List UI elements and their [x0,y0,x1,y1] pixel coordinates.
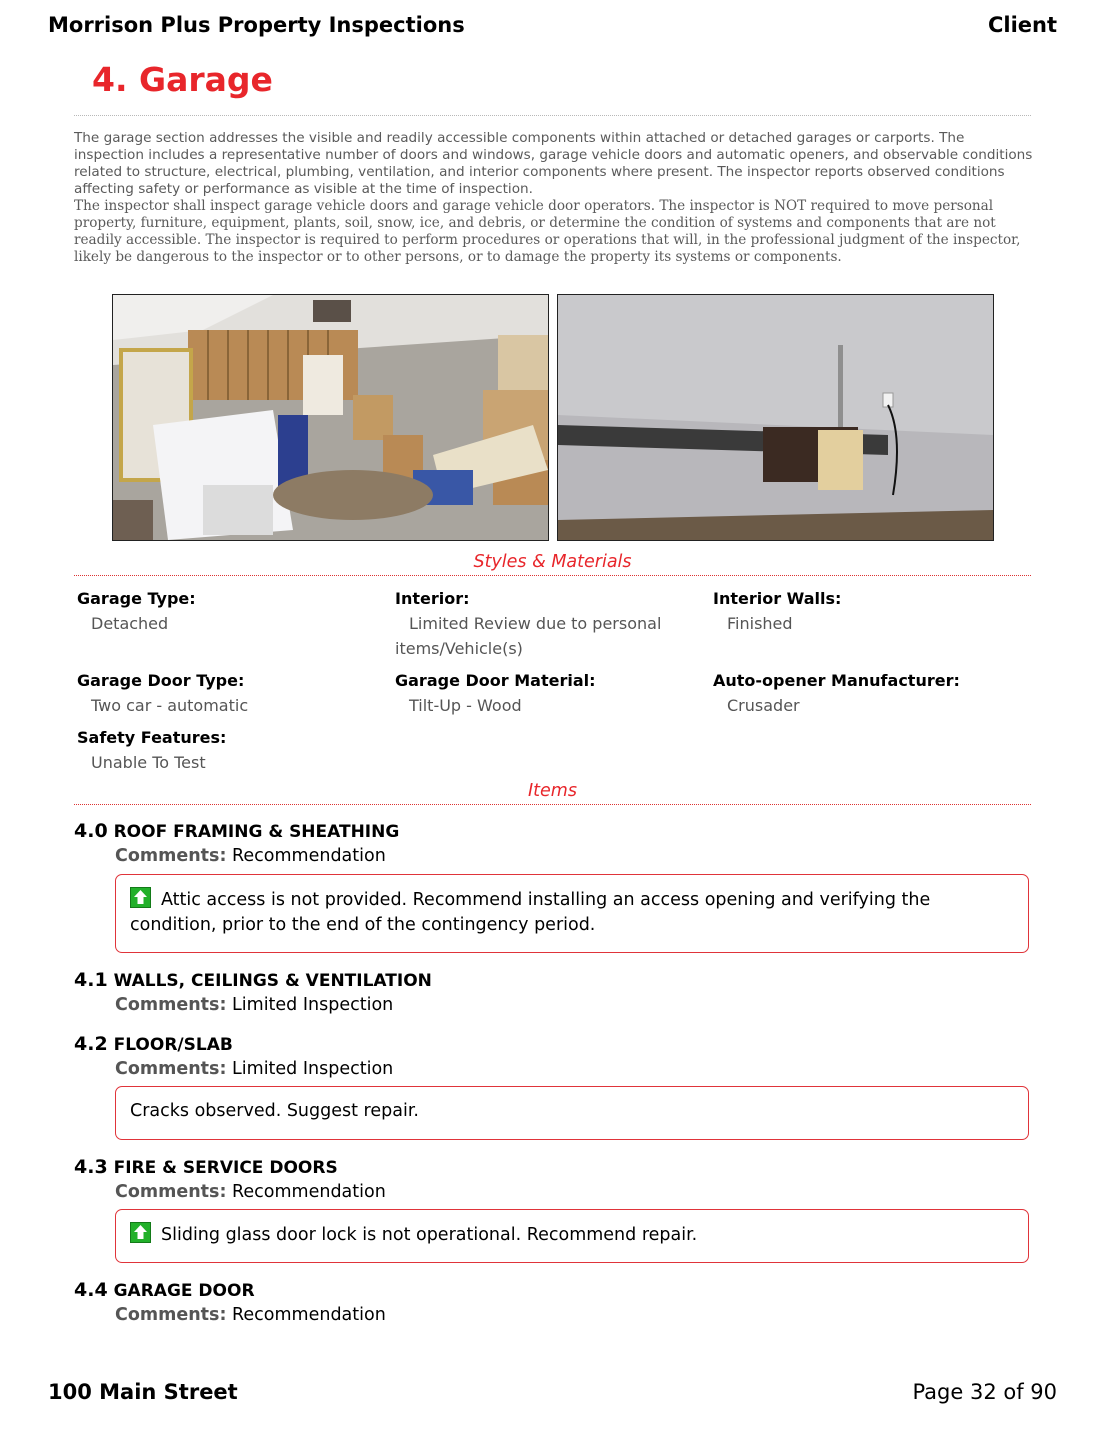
green-up-arrow-icon [130,1222,151,1243]
company-name: Morrison Plus Property Inspections [48,13,465,37]
items-heading: Items [528,781,577,801]
section-intro [74,130,1034,266]
material-label: Interior: [395,589,470,608]
material-auto-opener [713,668,1013,718]
intro-paragraph-1: The garage section addresses the visible and readily accessible components within attached or detached garages or carports. The inspection includes a representative number of doors and windows, garage vehicle doors and automatic openers, and observable conditions related to structure, electrical, plumbing, ventilation, and interior components where present. The inspector reports observed conditions affecting safety or performance as visible at the time of inspection. [74,130,1033,197]
item-4-2-comments: Comments: Limited Inspection [115,1059,394,1079]
material-garage-door-material [395,668,695,718]
material-value: Crusader [727,696,800,715]
material-garage-door-type [77,668,377,718]
styles-materials-heading: Styles & Materials [473,552,632,572]
material-value: Unable To Test [91,753,206,772]
item-4-3-comments: Comments: Recommendation [115,1182,386,1202]
material-value: Two car - automatic [91,696,249,715]
item-4-0-comments: Comments: Recommendation [115,846,386,866]
material-safety-features [77,725,377,775]
material-label: Garage Type: [77,589,196,608]
item-4-0-note: Attic access is not provided. Recommend installing an access opening and verifying the condition, prior to the end of the contingency period. [115,874,1029,953]
items-divider [74,804,1031,805]
item-4-2-note: Cracks observed. Suggest repair. [115,1086,1029,1140]
intro-paragraph-2: The inspector shall inspect garage vehicle doors and garage vehicle door operators. The inspector is NOT required to move personal property, furniture, equipment, plants, soil, snow, ice, and debris, or determine the condition of systems and components that are not readily accessible. The inspector is required to perform procedures or operations that will, in the professional judgment of the inspector, likely be dangerous to the inspector or to other persons, or to damage the property its systems or components. [74,198,1021,265]
item-4-4-title: 4.4 GARAGE DOOR [74,1279,255,1301]
section-title: 4. Garage [92,60,273,99]
item-4-1-title: 4.1 WALLS, CEILINGS & VENTILATION [74,969,432,991]
material-garage-type [77,586,377,636]
item-4-2-title: 4.2 FLOOR/SLAB [74,1033,233,1055]
item-4-0-title: 4.0 ROOF FRAMING & SHEATHING [74,820,400,842]
garage-interior-photo [112,294,549,541]
material-label: Safety Features: [77,728,227,747]
green-up-arrow-icon [130,887,151,908]
title-divider [74,115,1031,116]
material-value: Detached [91,614,169,633]
item-4-3-note: Sliding glass door lock is not operational. Recommend repair. [115,1209,1029,1263]
item-4-1-comments: Comments: Limited Inspection [115,995,394,1015]
material-label: Auto-opener Manufacturer: [713,671,960,690]
material-value: Finished [727,614,793,633]
property-address: 100 Main Street [48,1380,238,1404]
garage-opener-photo [557,294,994,541]
material-value: Tilt-Up - Wood [409,696,522,715]
material-interior [395,586,695,661]
material-label: Garage Door Type: [77,671,245,690]
client-label: Client [987,13,1057,37]
material-label: Interior Walls: [713,589,842,608]
page-number: Page 32 of 90 [912,1380,1057,1404]
material-label: Garage Door Material: [395,671,596,690]
item-4-4-comments: Comments: Recommendation [115,1305,386,1325]
material-interior-walls [713,586,1013,636]
item-4-3-title: 4.3 FIRE & SERVICE DOORS [74,1156,338,1178]
styles-divider [74,575,1031,576]
material-value: Limited Review due to personal items/Vehicle(s) [395,614,662,658]
